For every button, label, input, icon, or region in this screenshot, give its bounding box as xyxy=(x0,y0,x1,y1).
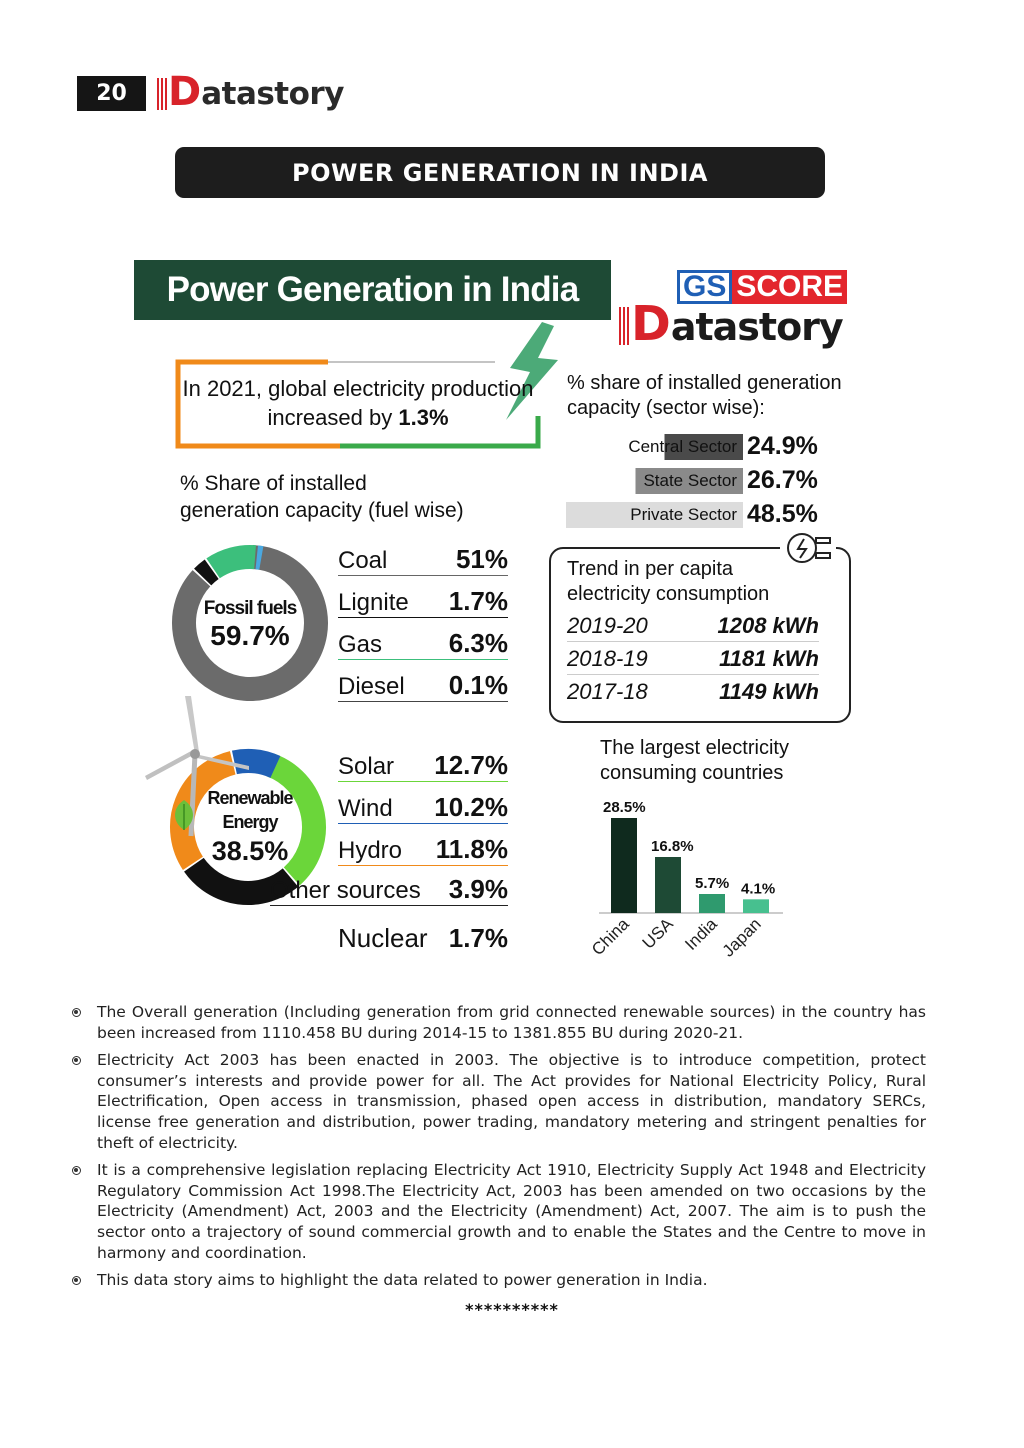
gs-logo-text: GS xyxy=(677,270,732,304)
fuel-row-gas xyxy=(338,622,508,660)
fuel-value: 3.9% xyxy=(448,874,508,904)
fossil-segment xyxy=(257,557,262,558)
sector-row-central xyxy=(600,432,818,461)
plug-icon xyxy=(784,530,834,566)
sector-value: 26.7% xyxy=(747,466,818,494)
sector-value: 24.9% xyxy=(747,432,818,460)
fuel-row-hydro xyxy=(338,828,508,866)
sector-label: Central Sector xyxy=(628,436,737,456)
trend-title-line1: Trend in per capita xyxy=(567,558,734,580)
bullet-item xyxy=(72,1050,926,1153)
sector-row-private xyxy=(566,500,818,529)
bullet-icon xyxy=(72,1056,81,1065)
sector-value: 48.5% xyxy=(747,500,818,528)
fuel-value: 6.3% xyxy=(448,628,508,658)
section-banner: POWER GENERATION IN INDIA xyxy=(175,147,825,198)
growth-text: In 2021, global electricity production increased by xyxy=(182,376,534,430)
trend-row xyxy=(567,643,819,675)
leaf-icon xyxy=(170,798,198,832)
sector-row-state xyxy=(600,466,818,495)
bar-value-label: 5.7% xyxy=(695,875,730,892)
growth-statement xyxy=(178,362,538,448)
bullet-item xyxy=(72,1002,926,1043)
fossil-segment xyxy=(203,569,212,577)
sector-label: State Sector xyxy=(600,468,743,494)
sector-heading-line1: % share of installed generation xyxy=(567,372,842,394)
infographic-brand-initial: D xyxy=(631,296,671,352)
bar-category-label: India xyxy=(681,914,721,954)
end-mark: ********** xyxy=(465,1300,559,1319)
fuel-name: Nuclear xyxy=(338,923,428,953)
fuel-name: Coal xyxy=(338,547,388,574)
bullet-item xyxy=(72,1160,926,1263)
fuel-name: Other sources xyxy=(270,877,421,904)
brand-logo-initial: D xyxy=(168,69,202,115)
fuel-name: Solar xyxy=(338,753,395,780)
sector-heading xyxy=(567,371,842,421)
trend-value: 1208 kWh xyxy=(717,612,819,638)
infographic-brand-logo xyxy=(619,298,843,350)
fuel-value: 11.8% xyxy=(435,834,508,864)
brand-logo xyxy=(157,70,344,114)
fuel-value: 51% xyxy=(455,544,508,574)
fossil-label xyxy=(195,598,305,652)
infographic-brand-text: atastory xyxy=(670,305,843,349)
trend-row xyxy=(567,676,819,708)
fossil-segment xyxy=(213,557,255,568)
trend-year: 2018-19 xyxy=(567,645,648,671)
bar-value-label: 4.1% xyxy=(741,880,776,898)
fuel-name: Diesel xyxy=(338,673,405,700)
bar-category-label: China xyxy=(587,914,633,960)
fuel-row-wind xyxy=(338,786,508,824)
fuel-value: 12.7% xyxy=(434,750,508,780)
fuel-heading-line1: % Share of installed xyxy=(180,472,367,495)
fuel-heading xyxy=(180,470,464,524)
country-bar-chart xyxy=(575,785,805,965)
fuel-row-other xyxy=(270,868,508,906)
trend-value: 1149 kWh xyxy=(719,679,819,704)
bar-category-label: USA xyxy=(638,914,677,953)
bar-china xyxy=(611,818,637,913)
renewable-total: 38.5% xyxy=(211,836,289,866)
bullet-text: It is a comprehensive legislation replacing Electricity Act 1910, Electricity Supply Act 1948 and Electricity Regulatory Commission Act 1998.The Electricity Act, 2003 has been amended on two occasions by the Electricity (Amendment) Act, 2003 and the Electricity (Amendment) Act, 2007. The aim is to push the sector onto a trajectory of sound commercial growth and to enable the States and the Centre to move in harmony and coordination. xyxy=(97,1161,926,1262)
trend-row xyxy=(567,610,819,642)
renewable-label-line2: Energy xyxy=(222,812,278,832)
bullet-icon xyxy=(72,1166,81,1175)
fuel-row-coal xyxy=(338,538,508,576)
bar-value-label: 28.5% xyxy=(603,799,646,816)
fuel-value: 0.1% xyxy=(448,670,508,700)
fuel-row-diesel xyxy=(338,664,508,702)
brand-stripes-icon xyxy=(157,78,167,110)
bullet-icon xyxy=(72,1276,81,1285)
trend-title-line2: electricity consumption xyxy=(567,583,770,605)
bullet-text: This data story aims to highlight the data related to power generation in India. xyxy=(97,1271,708,1290)
growth-value: 1.3% xyxy=(398,405,449,430)
sector-heading-line2: capacity (sector wise): xyxy=(567,397,765,419)
renewable-label-line1: Renewable xyxy=(207,788,293,808)
bar-india xyxy=(699,894,725,913)
page-number: 20 xyxy=(77,76,146,111)
bar-value-label: 16.8% xyxy=(651,838,694,855)
fossil-label-text: Fossil fuels xyxy=(203,598,297,619)
bullet-text: The Overall generation (Including generation from grid connected renewable sources) in the country has been increased from 1110.458 BU during 2014-15 to 1381.855 BU during 2020-21. xyxy=(97,1003,926,1042)
bullet-item xyxy=(72,1270,926,1291)
bullet-list xyxy=(72,1002,926,1298)
bar-chart-title-line2: consuming countries xyxy=(600,762,784,784)
score-logo-text: SCORE xyxy=(732,270,847,304)
fuel-name: Lignite xyxy=(338,589,409,616)
trend-year: 2017-18 xyxy=(567,679,648,704)
trend-title xyxy=(567,557,769,607)
bar-japan xyxy=(743,899,769,913)
sector-label: Private Sector xyxy=(566,502,743,528)
trend-value: 1181 kWh xyxy=(719,645,819,671)
infographic-title: Power Generation in India xyxy=(134,260,611,320)
fuel-row-nuclear xyxy=(338,914,508,954)
bar-category-label: Japan xyxy=(718,914,765,961)
trend-year: 2019-20 xyxy=(567,612,648,638)
renewable-label xyxy=(196,786,304,868)
fuel-row-lignite xyxy=(338,580,508,618)
bar-usa xyxy=(655,857,681,913)
brand-stripes-icon xyxy=(619,307,631,345)
fuel-value: 1.7% xyxy=(448,586,508,616)
brand-logo-text: atastory xyxy=(201,76,344,112)
fuel-name: Gas xyxy=(338,631,383,658)
fuel-value: 1.7% xyxy=(448,923,508,953)
fuel-row-solar xyxy=(338,744,508,782)
bar-chart-title xyxy=(600,736,789,786)
fuel-name: Wind xyxy=(338,795,393,822)
bullet-text: Electricity Act 2003 has been enacted in 2003. The objective is to introduce competition, protect consumer’s interests and provide power for all. The Act provides for National Electricity Policy, Rural Electrification, Open access in transmission, phased open access in distribution, mandatory SERCs, license free generation and distribution, power trading, mandatory metering and stringent penalties for theft of electricity. xyxy=(97,1051,926,1152)
bar-chart-title-line1: The largest electricity xyxy=(600,737,789,759)
bullet-icon xyxy=(72,1008,81,1017)
fossil-total: 59.7% xyxy=(210,620,290,651)
fuel-heading-line2: generation capacity (fuel wise) xyxy=(180,499,464,522)
fuel-name: Hydro xyxy=(338,837,403,864)
fuel-value: 10.2% xyxy=(434,792,508,822)
